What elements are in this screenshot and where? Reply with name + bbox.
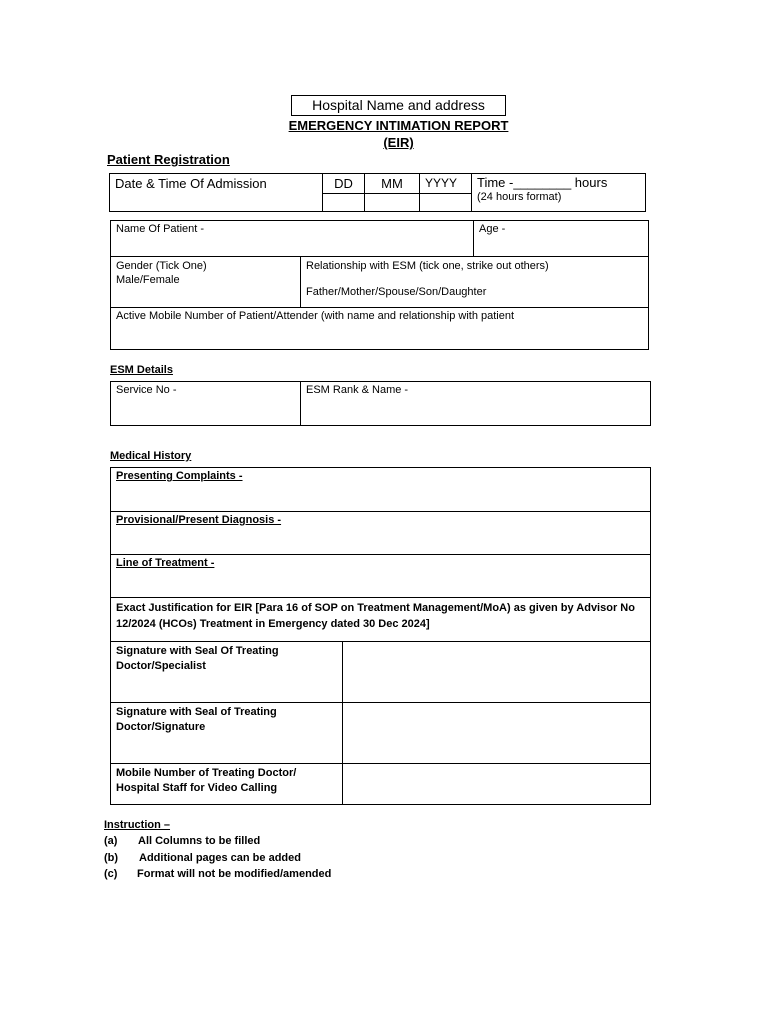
- report-subtitle: (EIR): [383, 135, 414, 150]
- instruction-item: [104, 852, 504, 869]
- presenting-complaints-field[interactable]: [111, 468, 651, 512]
- relationship-options: Father/Mother/Spouse/Son/Daughter: [306, 286, 487, 298]
- presenting-complaints-label: Presenting Complaints -: [116, 470, 243, 482]
- diagnosis-field[interactable]: [111, 512, 651, 555]
- line-of-treatment-field[interactable]: [111, 555, 651, 598]
- instruction-heading: Instruction –: [104, 819, 171, 831]
- instruction-list: [104, 835, 504, 885]
- doctor-mobile-field[interactable]: [343, 764, 651, 805]
- dd-header: DD: [323, 174, 365, 194]
- hospital-name-text: Hospital Name and address: [312, 97, 485, 113]
- yyyy-header: YYYY: [420, 174, 472, 194]
- age-field[interactable]: Age -: [474, 221, 649, 257]
- instruction-item: [104, 835, 504, 852]
- signature-doctor-label-cell: [111, 703, 343, 764]
- signature-doctor-line-1: Signature with Seal of Treating: [116, 706, 277, 718]
- instruction-marker: (c): [104, 868, 118, 880]
- gender-label: Gender (Tick One): [116, 260, 207, 272]
- esm-details-heading: ESM Details: [110, 364, 173, 376]
- mm-header: MM: [365, 174, 420, 194]
- service-no-field[interactable]: Service No -: [111, 382, 301, 426]
- instruction-text: Format will not be modified/amended: [137, 868, 332, 880]
- time-format-note: (24 hours format): [477, 191, 562, 203]
- signature-specialist-field[interactable]: [343, 642, 651, 703]
- line-of-treatment-label: Line of Treatment -: [116, 557, 215, 569]
- signature-doctor-field[interactable]: [343, 703, 651, 764]
- instruction-marker: (a): [104, 835, 118, 847]
- medical-history-heading: Medical History: [110, 450, 192, 462]
- gender-options: Male/Female: [116, 274, 180, 286]
- signature-doctor-line-2: Doctor/Signature: [116, 721, 206, 733]
- doctor-mobile-label-cell: [111, 764, 343, 805]
- relationship-label: Relationship with ESM (tick one, strike out others): [306, 260, 549, 272]
- signature-specialist-line-2: Doctor/Specialist: [116, 660, 206, 672]
- justification-field[interactable]: [111, 598, 651, 642]
- admission-table: [109, 173, 646, 212]
- doctor-mobile-line-1: Mobile Number of Treating Doctor/: [116, 767, 297, 779]
- admission-label: Date & Time Of Admission: [110, 174, 323, 212]
- diagnosis-label: Provisional/Present Diagnosis -: [116, 514, 282, 526]
- hospital-name-box: [291, 95, 506, 116]
- esm-rank-name-field[interactable]: ESM Rank & Name -: [301, 382, 651, 426]
- time-cell[interactable]: [472, 174, 646, 212]
- mobile-number-field[interactable]: Active Mobile Number of Patient/Attender (with name and relationship with patient: [111, 308, 649, 350]
- instruction-text: All Columns to be filled: [138, 835, 261, 847]
- esm-table: [110, 381, 651, 426]
- doctor-mobile-line-2: Hospital Staff for Video Calling: [116, 782, 278, 794]
- signature-specialist-line-1: Signature with Seal Of Treating: [116, 645, 279, 657]
- dd-input[interactable]: [323, 194, 365, 212]
- relationship-field[interactable]: [301, 257, 649, 308]
- gender-field[interactable]: [111, 257, 301, 308]
- patient-details-table: [110, 220, 649, 350]
- signature-specialist-label-cell: [111, 642, 343, 703]
- patient-registration-heading: Patient Registration: [107, 152, 230, 167]
- medical-history-table: [110, 467, 651, 805]
- instruction-marker: (b): [104, 851, 119, 864]
- yyyy-input[interactable]: [420, 194, 472, 212]
- instruction-item: [104, 868, 504, 885]
- instruction-text: Additional pages can be added: [139, 851, 301, 864]
- time-label: Time -________ hours: [477, 175, 608, 190]
- justification-line-2: 12/2024 (HCOs) Treatment in Emergency dated 30 Dec 2024]: [116, 618, 430, 630]
- patient-name-field[interactable]: Name Of Patient -: [111, 221, 474, 257]
- mm-input[interactable]: [365, 194, 420, 212]
- justification-line-1: Exact Justification for EIR [Para 16 of SOP on Treatment Management/MoA) as given by Advisor No: [116, 602, 635, 614]
- report-title: EMERGENCY INTIMATION REPORT: [288, 118, 509, 133]
